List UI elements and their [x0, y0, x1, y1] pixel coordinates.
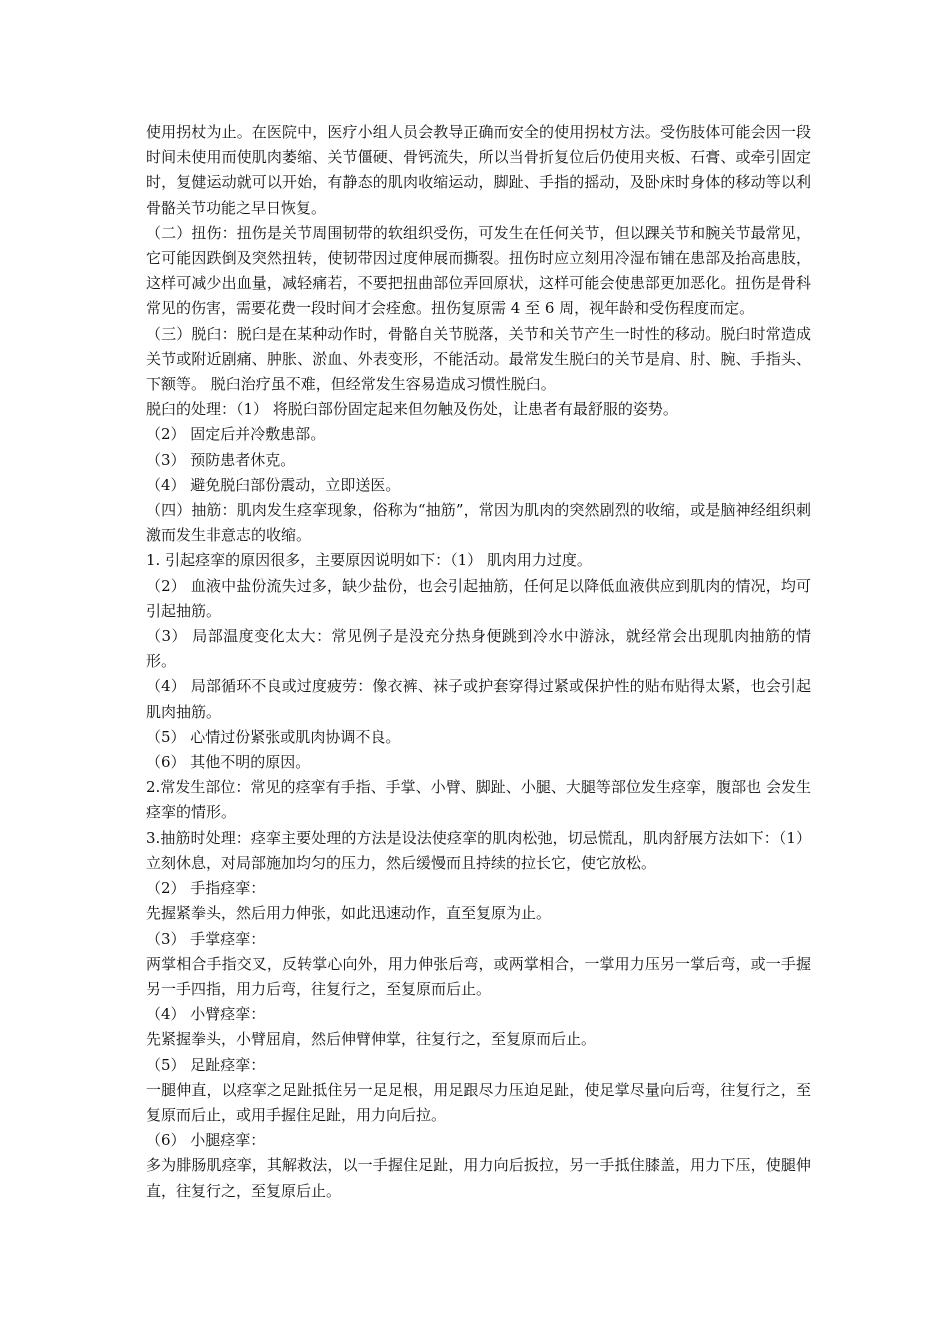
paragraph: （3） 局部温度变化太大：常见例子是没充分热身便跳到冷水中游泳，就经常会出现肌肉抽筋的情形。 — [146, 627, 811, 671]
paragraph: 2.常发生部位：常见的痉挛有手指、手掌、小臂、脚趾、小腿、大腿等部位发生痉挛，腹部也 会发生痉挛的情形。 — [146, 778, 811, 822]
paragraph: （4） 局部循环不良或过度疲劳：像衣裤、袜子或护套穿得过紧或保护性的贴布贴得太紧，也会引起肌肉抽筋。 — [146, 677, 811, 721]
paragraph: （6） 其他不明的原因。 — [146, 753, 311, 772]
paragraph: 使用拐杖为止。在医院中，医疗小组人员会教导正确而安全的使用拐杖方法。受伤肢体可能会因一段时间未使用而使肌肉萎缩、关节僵硬、骨钙流失，所以当骨折复位后仍使用夹板、石膏、或牵引固定时，复健运动就可以开始，有静态的肌肉收缩运动，脚趾、手指的摇动，及卧床时身体的移动等以利骨骼关节功能之早日恢复。 — [146, 123, 811, 217]
paragraph: （6） 小腿痉挛： — [146, 1131, 266, 1150]
paragraph: 先握紧拳头，然后用力伸张，如此迅速动作，直至复原为止。 — [146, 904, 552, 923]
paragraph: 多为腓肠肌痉挛，其解救法，以一手握住足趾，用力向后扳拉，另一手抵住膝盖，用力下压，使腿伸直，往复行之，至复原后止。 — [146, 1156, 811, 1200]
paragraph: （三）脱臼：脱臼是在某种动作时，骨骼自关节脱落，关节和关节产生一时性的移动。脱臼时常造成关节或附近剧痛、肿胀、淤血、外表变形，不能活动。最常发生脱臼的关节是肩、肘、腕、手指头、下额等。 脱臼治疗虽不难，但经常发生容易造成习惯性脱臼。 — [146, 324, 811, 394]
paragraph: （2） 血液中盐份流失过多，缺少盐份，也会引起抽筋，任何足以降低血液供应到肌肉的情况，均可引起抽筋。 — [146, 576, 811, 620]
paragraph: （2） 手指痉挛： — [146, 879, 266, 898]
paragraph: 3.抽筋时处理：痉挛主要处理的方法是设法使痉挛的肌肉松弛，切忌慌乱，肌肉舒展方法如下：（1） 立刻休息，对局部施加均匀的压力，然后缓慢而且持续的拉长它，使它放松。 — [146, 828, 811, 872]
paragraph: 两掌相合手指交叉，反转掌心向外，用力伸张后弯，或两掌相合，一掌用力压另一掌后弯，或一手握另一手四指，用力后弯，往复行之，至复原而后止。 — [146, 954, 811, 998]
paragraph: （5） 心情过份紧张或肌肉协调不良。 — [146, 727, 401, 746]
document-body — [146, 120, 811, 1204]
paragraph: 一腿伸直，以痉挛之足趾抵住另一足足根，用足跟尽力压迫足趾，使足掌尽量向后弯，往复行之，至复原而后止，或用手握住足趾，用力向后拉。 — [146, 1080, 811, 1124]
paragraph: 1. 引起痉挛的原因很多，主要原因说明如下：（1） 肌肉用力过度。 — [146, 551, 592, 570]
paragraph: （2） 固定后并冷敷患部。 — [146, 425, 326, 444]
paragraph: 先紧握拳头，小臂屈肩，然后伸臂伸掌，往复行之，至复原而后止。 — [146, 1030, 597, 1049]
paragraph: （3） 手掌痉挛： — [146, 929, 266, 948]
paragraph: （4） 避免脱臼部份震动，立即送医。 — [146, 475, 401, 494]
paragraph: （4） 小臂痉挛： — [146, 1005, 266, 1024]
paragraph: （二）扭伤：扭伤是关节周围韧带的软组织受伤，可发生在任何关节，但以踝关节和腕关节最常见，它可能因跌倒及突然扭转，使韧带因过度伸展而撕裂。扭伤时应立刻用冷湿布铺在患部及抬高患肢，这样可减少出血量，减轻痛若，不要把扭曲部位弄回原状，这样可能会使患部更加恶化。扭伤是骨科常见的伤害，需要花费一段时间才会痊愈。扭伤复原需 4 至 6 周，视年龄和受伤程度而定。 — [146, 223, 811, 318]
paragraph: （四）抽筋：肌肉发生痉挛现象，俗称为“抽筋”，常因为肌肉的突然剧烈的收缩，或是脑神经组织刺激而发生非意志的收缩。 — [146, 501, 811, 545]
paragraph: （3） 预防患者休克。 — [146, 450, 296, 469]
paragraph: 脱臼的处理：（1） 将脱臼部份固定起来但勿触及伤处，让患者有最舒服的姿势。 — [146, 400, 678, 419]
paragraph: （5） 足趾痉挛： — [146, 1055, 266, 1074]
